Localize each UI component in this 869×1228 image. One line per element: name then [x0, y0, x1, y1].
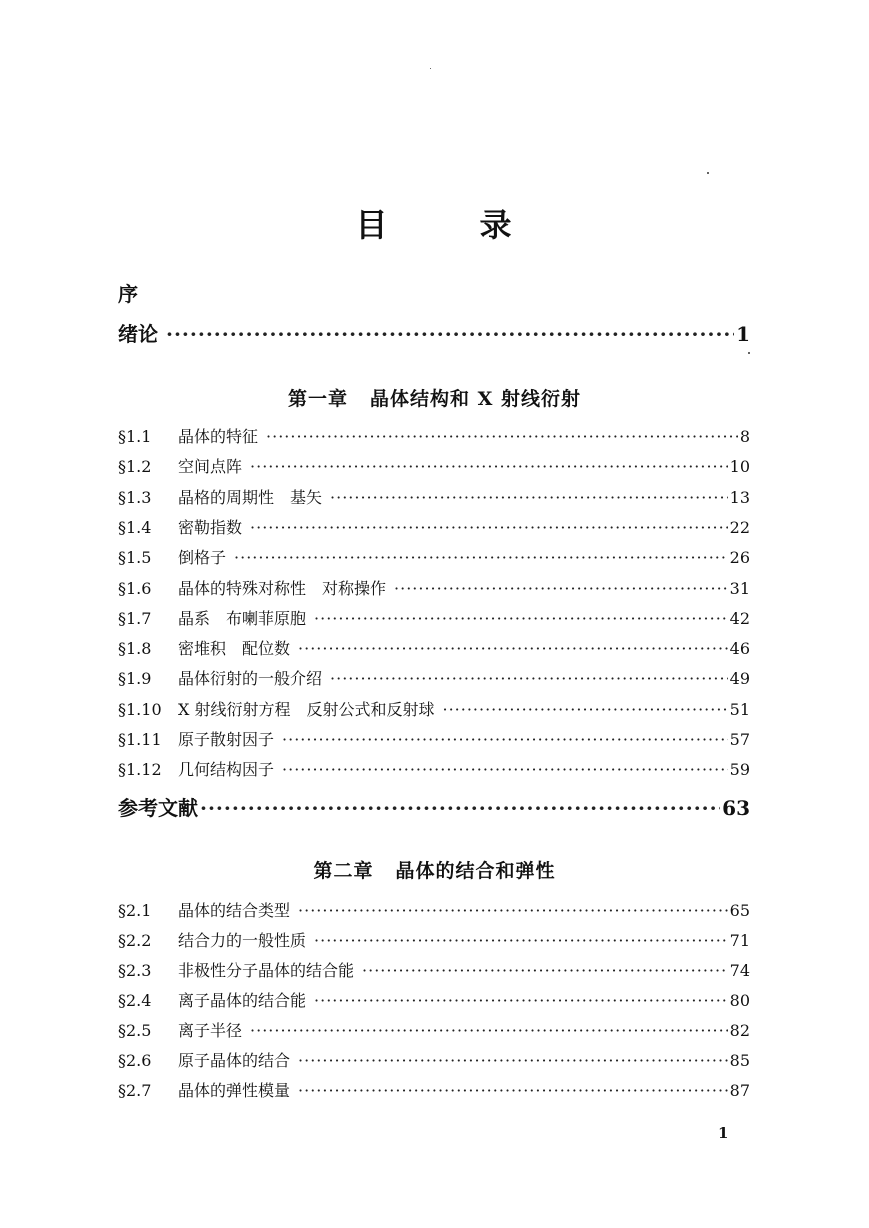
section-number: §1.11: [118, 730, 162, 749]
section-title: 非极性分子晶体的结合能: [178, 961, 355, 980]
section-number: §2.7: [118, 1081, 152, 1100]
section-page: 8: [739, 427, 750, 446]
toc-entry-intro[interactable]: [118, 318, 750, 347]
leader-dots: [298, 901, 728, 920]
section-page: 80: [729, 991, 750, 1010]
section-label: [118, 988, 306, 1011]
section-number: §1.6: [118, 578, 152, 598]
leader-dots: [250, 518, 728, 537]
chapter-name: 晶体的结合和弹性: [395, 860, 556, 882]
page-title: [0, 200, 869, 246]
section-page: 57: [729, 730, 750, 749]
section-number: §1.4: [118, 517, 152, 537]
section-number: §1.2: [118, 457, 152, 477]
section-title: 晶系 布喇菲原胞: [178, 608, 307, 628]
toc-section-entry[interactable]: [118, 1078, 750, 1101]
chapter-heading-2[interactable]: [0, 856, 869, 883]
section-page: 49: [729, 669, 750, 689]
section-number: §2.6: [118, 1051, 152, 1070]
section-label: [118, 636, 290, 659]
section-number: §1.9: [118, 669, 152, 689]
toc-section-entry[interactable]: [118, 606, 750, 629]
section-label: [118, 757, 274, 780]
section-number: §1.10: [118, 699, 162, 719]
section-title: 离子晶体的结合能: [178, 991, 307, 1010]
section-title: 晶体的结合类型: [178, 901, 291, 920]
section-title: 离子半径: [178, 1021, 243, 1040]
section-number: §2.3: [118, 961, 152, 980]
toc-section-entry[interactable]: [118, 576, 750, 599]
leader-dots: [250, 457, 728, 476]
leader-dots: [330, 669, 728, 688]
section-label: [118, 666, 322, 689]
leader-dots: [330, 488, 728, 507]
toc-entry-page: 1: [736, 322, 750, 346]
preface-heading: 序: [118, 282, 138, 306]
section-page: 87: [729, 1081, 750, 1100]
section-title: 晶体的弹性模量: [178, 1081, 291, 1100]
section-title: 密堆积 配位数: [178, 639, 291, 659]
chapter-number: 第二章: [313, 860, 374, 882]
section-page: 51: [729, 699, 750, 719]
toc-section-entry[interactable]: [118, 485, 750, 508]
section-label: [118, 606, 306, 629]
toc-section-entry[interactable]: [118, 958, 750, 981]
toc-section-entry[interactable]: [118, 1048, 750, 1071]
toc-section-entry[interactable]: [118, 545, 750, 568]
leader-dots: [362, 961, 728, 980]
page-number: 1: [718, 1124, 729, 1142]
chapter-heading-1[interactable]: [0, 384, 869, 411]
section-number: §2.1: [118, 901, 152, 920]
toc-section-entry[interactable]: [118, 928, 750, 951]
scan-speck: [748, 352, 750, 354]
section-label: [118, 576, 386, 599]
section-title: 晶体的特殊对称性 对称操作: [178, 578, 387, 598]
leader-dots: [200, 796, 720, 820]
leader-dots: [166, 322, 734, 346]
title-char-1: 目: [355, 206, 390, 244]
section-title: 密勒指数: [178, 517, 243, 537]
section-number: §2.5: [118, 1021, 152, 1040]
toc-entry-label: 绪论: [118, 322, 158, 346]
title-char-2: 录: [479, 206, 514, 244]
toc-section-entry[interactable]: [118, 988, 750, 1011]
leader-dots: [314, 991, 728, 1010]
section-number: §1.12: [118, 760, 162, 780]
section-title: 晶格的周期性 基矢: [178, 487, 323, 507]
section-number: §2.4: [118, 991, 152, 1010]
section-label: [118, 454, 242, 477]
section-label: [118, 727, 274, 750]
leader-dots: [282, 730, 728, 749]
section-label: [118, 898, 290, 921]
section-number: §1.8: [118, 639, 152, 659]
section-page: 46: [729, 639, 750, 659]
section-title: 原子散射因子: [178, 730, 275, 749]
section-page: 42: [729, 608, 750, 628]
section-page: 10: [729, 457, 750, 477]
section-label: [118, 1078, 290, 1101]
section-label: [118, 697, 434, 720]
toc-section-entry[interactable]: [118, 454, 750, 477]
scan-speck: [430, 68, 431, 69]
toc-section-entry[interactable]: [118, 757, 750, 780]
leader-dots: [298, 1081, 728, 1100]
section-page: 59: [729, 760, 750, 780]
leader-dots: [314, 931, 728, 950]
toc-entry-references[interactable]: [118, 792, 750, 821]
leader-dots: [266, 427, 738, 446]
section-page: 31: [729, 578, 750, 598]
toc-section-entry[interactable]: [118, 666, 750, 689]
toc-section-entry[interactable]: [118, 697, 750, 720]
section-label: [118, 485, 322, 508]
chapter-number: 第一章: [288, 388, 349, 410]
section-label: [118, 515, 242, 538]
section-title: 晶体衍射的一般介绍: [178, 669, 323, 689]
toc-section-entry[interactable]: [118, 898, 750, 921]
toc-entry-label: 参考文献: [118, 796, 198, 820]
leader-dots: [394, 579, 728, 598]
toc-section-entry[interactable]: [118, 1018, 750, 1041]
section-label: [118, 1048, 290, 1071]
section-number: §1.3: [118, 487, 152, 507]
section-number: §1.5: [118, 548, 152, 568]
leader-dots: [442, 700, 727, 719]
toc-section-entry[interactable]: [118, 515, 750, 538]
section-number: §2.2: [118, 931, 152, 950]
section-page: 85: [729, 1051, 750, 1070]
section-label: [118, 545, 226, 568]
section-number: §1.1: [118, 427, 152, 446]
leader-dots: [314, 609, 728, 628]
leader-dots: [282, 760, 728, 779]
section-title: 结合力的一般性质: [178, 931, 307, 950]
section-label: [118, 958, 354, 981]
section-label: [118, 424, 258, 447]
toc-section-entry[interactable]: [118, 727, 750, 750]
section-page: 13: [729, 487, 750, 507]
section-number: §1.7: [118, 608, 152, 628]
leader-dots: [298, 1051, 728, 1070]
section-label: [118, 928, 306, 951]
section-label: [118, 1018, 242, 1041]
section-page: 26: [729, 548, 750, 568]
section-page: 82: [729, 1021, 750, 1040]
leader-dots: [250, 1021, 728, 1040]
leader-dots: [298, 639, 728, 658]
section-title: X 射线衍射方程 反射公式和反射球: [178, 699, 435, 719]
chapter-name: 晶体结构和 X 射线衍射: [370, 388, 581, 410]
toc-section-entry[interactable]: [118, 424, 750, 447]
section-page: 71: [729, 931, 750, 950]
scan-speck: [707, 172, 709, 174]
section-page: 74: [729, 961, 750, 980]
toc-entry-page: 63: [722, 796, 750, 820]
section-title: 几何结构因子: [178, 760, 275, 780]
section-title: 原子晶体的结合: [178, 1051, 291, 1070]
section-page: 22: [729, 517, 750, 537]
section-title: 空间点阵: [178, 457, 243, 477]
section-title: 倒格子: [178, 548, 227, 568]
section-page: 65: [729, 901, 750, 920]
leader-dots: [234, 548, 728, 567]
toc-section-entry[interactable]: [118, 636, 750, 659]
section-title: 晶体的特征: [178, 427, 259, 446]
